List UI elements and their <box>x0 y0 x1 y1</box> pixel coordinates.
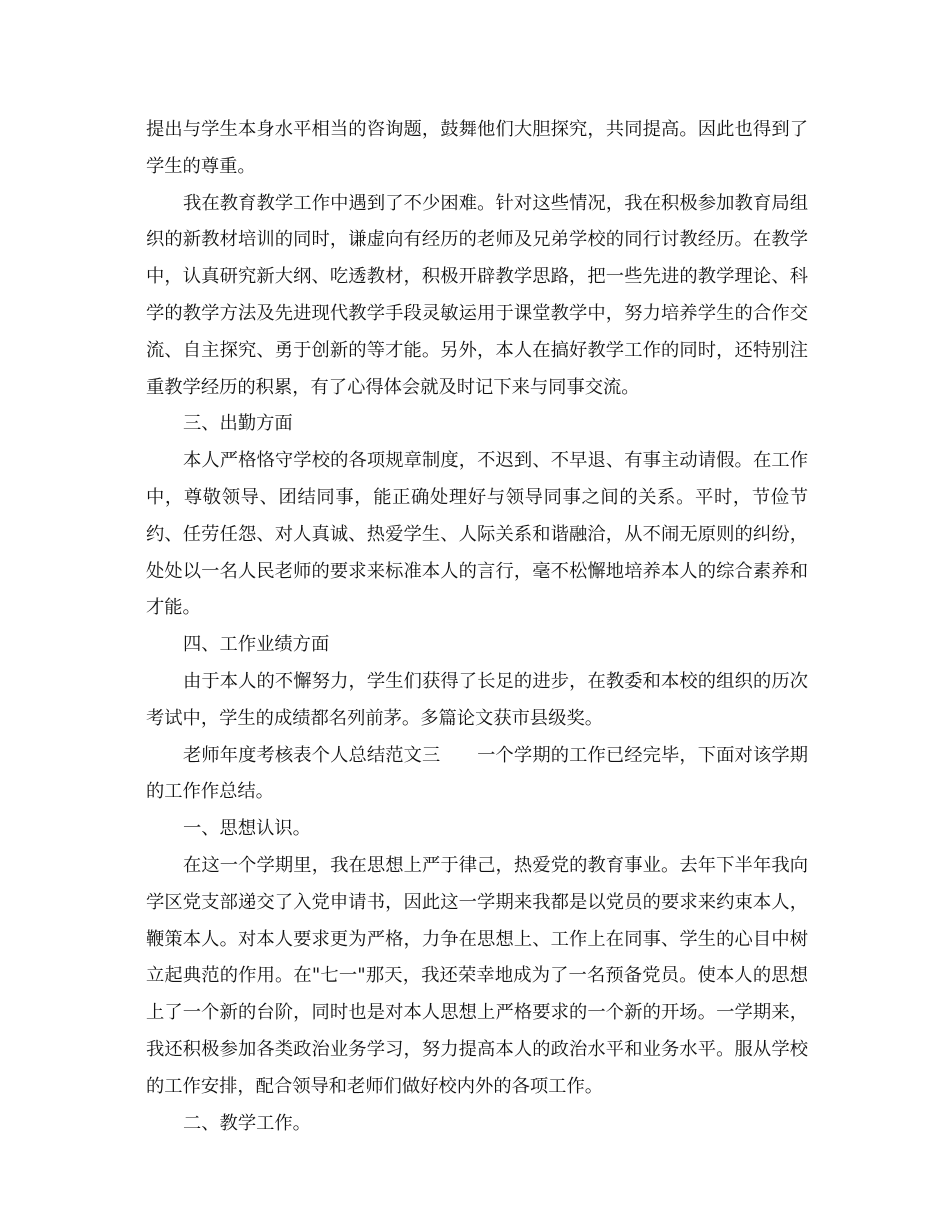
paragraph: 老师年度考核表个人总结范文三 一个学期的工作已经完毕，下面对该学期的工作作总结。 <box>146 744 808 803</box>
paragraph: 由于本人的不懈努力，学生们获得了长足的进步，在教委和本校的组织的历次考试中，学生的成绩都名列前茅。多篇论文获市县级奖。 <box>146 670 808 729</box>
section-heading: 二、教学工作。 <box>183 1112 311 1134</box>
section-heading: 四、工作业绩方面 <box>183 634 330 656</box>
section-heading: 一、思想认识。 <box>183 818 311 840</box>
paragraph: 提出与学生本身水平相当的咨询题，鼓舞他们大胆探究，共同提高。因此也得到了学生的尊重。 <box>146 119 808 177</box>
paragraph: 本人严格恪守学校的各项规章制度，不迟到、不早退、有事主动请假。在工作中，尊敬领导、团结同事，能正确处理好与领导同事之间的关系。平时，节俭节约、任劳任怨、对人真诚、热爱学生、人际关系和谐融洽，从不闹无原则的纠纷，处处以一名人民老师的要求来标准本人的言行，毫不松懈地培养本人的综合素养和才能。 <box>146 450 808 619</box>
paragraph: 在这一个学期里，我在思想上严于律己，热爱党的教育事业。去年下半年我向学区党支部递交了入党申请书，因此这一学期来我都是以党员的要求来约束本人，鞭策本人。对本人要求更为严格，力争在思想上、工作上在同事、学生的心目中树立起典范的作用。在"七一"那天，我还荣幸地成为了一名预备党员。使本人的思想上了一个新的台阶，同时也是对本人思想上严格要求的一个新的开场。一学期来，我还积极参加各类政治业务学习，努力提高本人的政治水平和业务水平。服从学校的工作安排，配合领导和老师们做好校内外的各项工作。 <box>146 854 808 1097</box>
paragraph: 我在教育教学工作中遇到了不少困难。针对这些情况，我在积极参加教育局组织的新教材培训的同时，谦虚向有经历的老师及兄弟学校的同行讨教经历。在教学中，认真研究新大纲、吃透教材，积极开辟教学思路，把一些先进的教学理论、科学的教学方法及先进现代教学手段灵敏运用于课堂教学中，努力培养学生的合作交流、自主探究、勇于创新的等才能。另外，本人在搞好教学工作的同时，还特别注重教学经历的积累，有了心得体会就及时记下来与同事交流。 <box>146 192 808 398</box>
document-body <box>146 112 808 1142</box>
section-heading: 三、出勤方面 <box>183 413 293 435</box>
